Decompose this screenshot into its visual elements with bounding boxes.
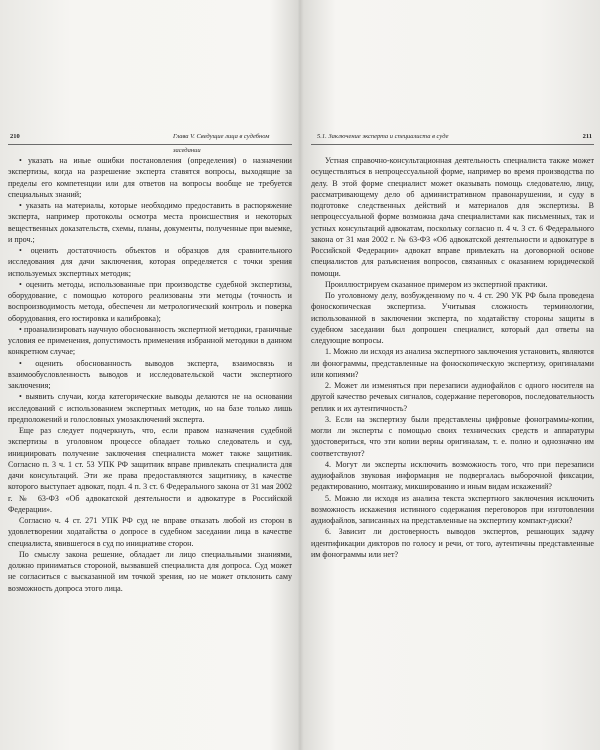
body-paragraph: Согласно ч. 4 ст. 271 УПК РФ суд не вправе отказать любой из сторон в удовлетворении ходатайства о допросе в судебном заседании лица в качестве специалиста, явившегося в суд по инициативе сторон. [8,516,292,548]
bullet-paragraph: • указать на материалы, которые необходимо предоставить в распоряжение эксперта, например протоколы осмотра места происшествия и некоторых вещественных доказательств, схемы, планы, документы, полученные при выемке, и проч.; [8,201,292,244]
right-page-text [311,155,594,560]
bullet-paragraph: • оценить достаточность объектов и образцов для сравнительного исследования для дачи заключения, которая определяется с точки зрения используемых экспертных методик; [8,246,292,278]
right-page [311,130,594,560]
left-page-number: 210 [10,133,20,140]
body-paragraph: Еще раз следует подчеркнуть, что, если правом назначения судебной экспертизы в уголовном процессе обладает только следователь и суд, инициировать получение заключения специалиста может также защитник. Согласно п. 3 ч. 1 ст. 53 УПК РФ защитник вправе привлекать специалиста для дачи консультаций. Эти же права предоставляются защитнику, в качестве которого выступает адвокат, подп. 4 п. 3 ст. 6 Федерального закона от 31 мая 2002 г. № 63-ФЗ «Об адвокатской деятельности и адвокатуре в Российской Федерации». [8,426,292,514]
bullet-paragraph: • оценить обоснованность выводов эксперта, взаимосвязь и взаимообусловленность выводов и исследовательской части экспертного заключения; [8,358,292,390]
left-page [8,130,292,594]
left-running-head: Глава V. Сведущие лица в судебном заседании [173,133,270,154]
question-paragraph: 3. Если на экспертизу были представлены цифровые фонограммы-копии, могли ли эксперты с помощью своих технических средств и аппаратуры удостовериться, что эти копии верны оригиналам, т. е. полно и однозначно им соответствуют? [311,414,594,458]
question-paragraph: 6. Зависит ли достоверность выводов экспертов, решающих задачу идентификации дикторов по голосу и речи, от того, аутентичны представленные им фонограммы или нет? [311,527,594,559]
question-paragraph: 1. Можно ли исходя из анализа экспертного заключения установить, являются ли фонограммы, представленные на фоноскопическую экспертизу, оригиналами или копиями? [311,347,594,379]
right-running-head: 5.1. Заключение эксперта и специалиста в суде [317,133,449,140]
body-paragraph: Проиллюстрируем сказанное примером из экспертной практики. [325,279,548,289]
body-paragraph: По смыслу закона решение, обладает ли лицо специальными знаниями, должно приниматься стороной, вызвавшей специалиста для допроса. Суд может не согласиться с высказанной им точкой зрения, но не может отклонить саму возможность допроса этого лица. [8,549,292,593]
body-paragraph: Устная справочно-консультационная деятельность специалиста также может осуществляться в непроцессуальной форме, например во время производства по делу. В этой форме специалист может оказывать помощь следователю, лицу, рассматривающему дело об административном правонарушении, и суду в подготовке следственных действий и материалов для экспертизы. В непроцессуальной форме возможна дача специалистами как письменных, так и устных консультаций адвокатам, поскольку согласно п. 4 ч. 3 ст. 6 Федерального закона от 31 мая 2002 г. № 63-ФЗ «Об адвокатской деятельности и адвокатуре в Российской Федерации» адвокат вправе привлекать на договорной основе специалистов для разъяснения вопросов, связанных с оказанием юридической помощи. [311,156,594,278]
body-paragraph: По уголовному делу, возбужденному по ч. 4 ст. 290 УК РФ была проведена фоноскопическая экспертиза. Учитывая сложность терминологии, использованной в заключении эксперта, по ходатайству стороны защиты в судебном заседании был допрошен специалист, который дал ответы на следующие вопросы. [311,291,594,345]
bullet-paragraph: • проанализировать научную обоснованность экспертной методики, граничные условия ее применения, допустимость применения избранной методики в данном конкретном случае; [8,324,292,357]
bullet-paragraph: • выявить случаи, когда категорические выводы делаются не на основании исследований с использованием экспертных методик, но на базе только лишь предположений и голословных умозаключений эксперта. [8,392,292,424]
right-page-header [311,130,594,145]
left-page-header [8,130,292,154]
bullet-paragraph: • оценить методы, использованные при производстве судебной экспертизы, оборудование, с помощью которого реализованы эти методы (точность и воспроизводимость метода, обеспечен ли метрологический контроль и поверка оборудования, его юстировка и калибровка); [8,279,292,323]
question-paragraph: 5. Можно ли исходя из анализа текста экспертного заключения исключить возможность искажения истинного содержания переговоров при изготовлении аудиофайлов, записанных на представленные на экспертизу компакт-диски? [311,493,594,525]
question-paragraph: 4. Могут ли эксперты исключить возможность того, что при перезаписи аудиофайлов звуковая информация не подвергалась выборочной фиксации, редактированию, монтажу, микшированию и иным видам искажений? [311,459,594,492]
question-paragraph: 2. Может ли изменяться при перезаписи аудиофайлов с одного носителя на другой качество речевых сигналов, содержание переговоров, последовательность реплик и их аутентичность? [311,381,594,413]
bullet-paragraph: • указать на иные ошибки постановления (определения) о назначении экспертизы, когда на разрешение эксперта ставятся вопросы, выходящие за пределы его компетенции или для ответов на вопросы вообще не требуется специальных знаний; [8,156,292,199]
left-page-text [8,155,292,594]
right-page-number: 211 [582,133,592,140]
